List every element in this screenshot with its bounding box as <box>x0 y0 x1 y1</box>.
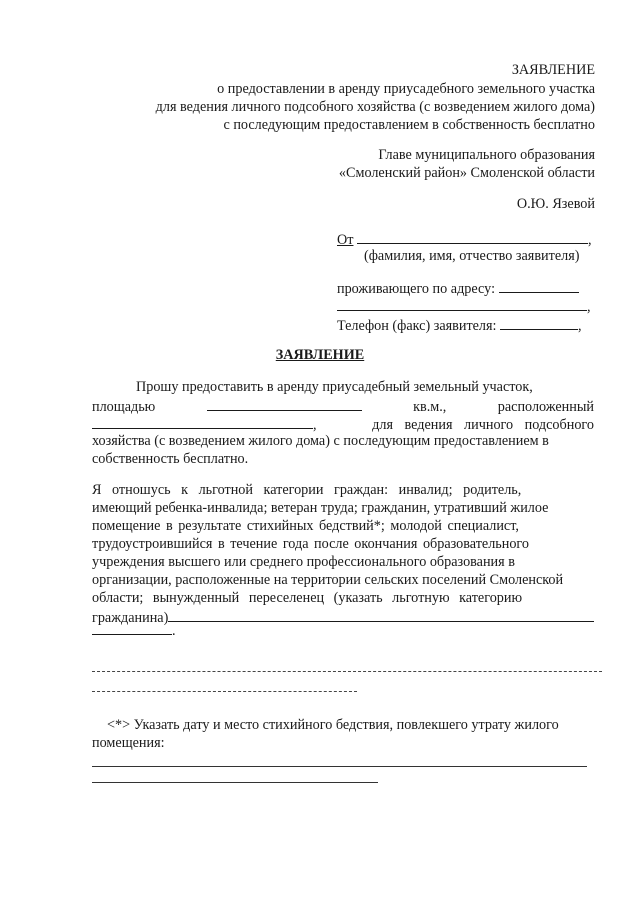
p1-line-1: Прошу предоставить в аренду приусадебный земельный участок, <box>136 379 533 395</box>
phone-row <box>337 316 582 335</box>
address-field-line-2[interactable] <box>337 297 587 311</box>
p1-for: для ведения личного подсобного <box>372 417 594 433</box>
address-comma: , <box>587 299 591 315</box>
from-hint: (фамилия, имя, отчество заявителя) <box>364 248 580 264</box>
p1-located: расположенный <box>497 399 594 415</box>
from-comma: , <box>588 232 592 248</box>
addressee-line-1: Главе муниципального образования <box>378 147 595 163</box>
footnote-line-2: помещения: <box>92 735 165 751</box>
p2-line-2: имеющий ребенка-инвалида; ветеран труда; гражданин, утративший жилое <box>92 500 549 516</box>
category-field[interactable] <box>168 608 594 622</box>
p1-comma: , <box>313 417 317 433</box>
p1-line-5: собственность бесплатно. <box>92 451 249 467</box>
phone-comma: , <box>578 318 582 334</box>
from-row <box>337 230 592 249</box>
phone-field[interactable] <box>500 316 578 330</box>
footnote-line-1: <*> Указать дату и место стихийного бедствия, повлекшего утрату жилого <box>107 717 559 733</box>
p2-line-6: организации, расположенные на территории сельских поселений Смоленской <box>92 572 564 588</box>
addressee-line-2: «Смоленский район» Смоленской области <box>338 165 595 181</box>
p2-citizen-label: гражданина) <box>92 610 169 626</box>
p1-line-4: хозяйства (с возведением жилого дома) с последующим предоставлением в <box>92 433 549 449</box>
p2-line-9 <box>92 621 594 640</box>
p2-end: . <box>172 623 176 639</box>
p1-line-3 <box>92 415 594 434</box>
footnote-field-line-2[interactable] <box>92 782 378 783</box>
category-field-line-2[interactable] <box>92 621 172 635</box>
address-field[interactable] <box>499 279 579 293</box>
header-title: ЗАЯВЛЕНИЕ <box>511 62 595 78</box>
statement-title: ЗАЯВЛЕНИЕ <box>275 347 365 363</box>
p2-line-3: помещение в результате стихийных бедствий*; молодой специалист, <box>92 518 519 534</box>
p2-line-1: Я отношусь к льготной категории граждан: инвалид; родитель, <box>92 482 522 498</box>
p2-line-5: учреждения высшего или среднего профессионального образования в <box>92 554 515 570</box>
header-line-2: для ведения личного подсобного хозяйства (с возведением жилого дома) <box>155 99 595 115</box>
header-line-1: о предоставлении в аренду приусадебного земельного участка <box>217 81 595 97</box>
address-label: проживающего по адресу: <box>337 281 496 297</box>
p2-line-4: трудоустроившийся в течение года после окончания образовательного <box>92 536 529 552</box>
address-row-2 <box>337 297 591 316</box>
footnote-field-line-1[interactable] <box>92 766 587 767</box>
addressee-name: О.Ю. Язевой <box>516 196 595 212</box>
header-line-3: с последующим предоставлением в собственность бесплатно <box>223 117 595 133</box>
from-label: От <box>337 232 354 248</box>
area-field[interactable] <box>207 397 362 411</box>
p1-line-2 <box>92 397 594 416</box>
p1-area-label: площадью <box>92 399 156 415</box>
p1-unit: кв.м., <box>413 399 447 415</box>
phone-label: Телефон (факс) заявителя: <box>337 318 497 334</box>
from-name-field[interactable] <box>357 230 588 244</box>
dashed-line-1 <box>92 671 602 672</box>
address-row <box>337 279 579 298</box>
dashed-line-2 <box>92 691 357 692</box>
p2-line-7: области; вынужденный переселенец (указать льготную категорию <box>92 590 523 606</box>
location-field[interactable] <box>92 415 313 429</box>
